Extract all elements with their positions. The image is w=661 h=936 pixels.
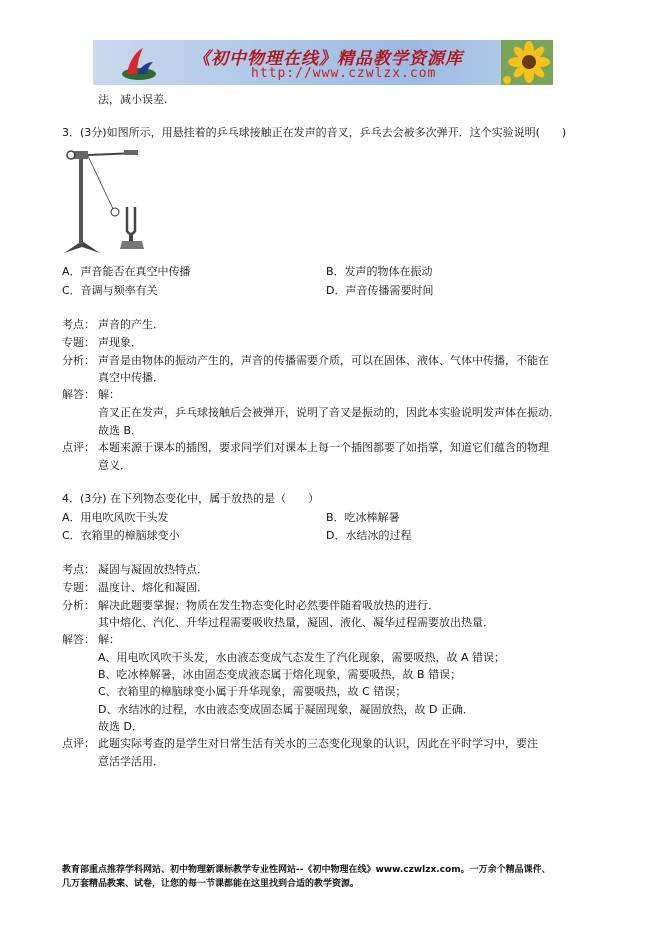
q3-option-b: B．发声的物体在振动 bbox=[326, 265, 433, 278]
q4-fenxi-label: 分析： bbox=[62, 599, 95, 612]
q4-option-a: A．用电吹风吹干头发 bbox=[62, 511, 169, 524]
q4-jieda-line5: 故选 D． bbox=[98, 720, 143, 733]
q3-kaodian: 声音的产生． bbox=[98, 318, 164, 331]
q4-fenxi-line1: 解决此题要掌握：物质在发生物态变化时必然要伴随着吸放热的进行． bbox=[98, 599, 439, 612]
q3-option-a: A．声音能否在真空中传播 bbox=[62, 265, 191, 278]
q4-jieda-label: 解答： bbox=[62, 633, 95, 646]
q4-jieda-line1: A、用电吹风吹干头发，水由液态变成气态发生了汽化现象，需要吸热，故 A 错误； bbox=[98, 651, 506, 664]
q3-jieda-line1: 音叉正在发声，乒乓球接触后会被弹开，说明了音叉是振动的，因此本实验说明发声体在振动． bbox=[98, 406, 560, 419]
q3-dianping-label: 点评： bbox=[62, 441, 95, 454]
q3-fenxi-line2: 真空中传播． bbox=[98, 371, 164, 384]
q4-kaodian: 凝固与凝固放热特点． bbox=[98, 563, 208, 576]
q3-dianping-line1: 本题来源于课本的插图，要求同学们对课本上每一个插图都要了如指掌，知道它们蕴含的物理 bbox=[98, 441, 549, 454]
q4-jieda-intro: 解： bbox=[98, 633, 120, 646]
tuning-fork-pendulum-figure bbox=[60, 143, 160, 261]
footer-line1: 教育部重点推荐学科网站、初中物理新课标教学专业性网站--《初中物理在线》www.czwlzx.com。一万余个精品课件、 bbox=[62, 865, 551, 875]
q3-fenxi-line1: 声音是由物体的振动产生的，声音的传播需要介质，可以在固体、液体、气体中传播，不能在 bbox=[98, 354, 549, 367]
q4-dianping-line1: 此题实际考查的是学生对日常生活有关水的三态变化现象的认识，因此在平时学习中，要注 bbox=[98, 737, 538, 750]
q4-option-d: D．水结冰的过程 bbox=[326, 529, 412, 542]
q3-dianping-line2: 意义． bbox=[98, 459, 131, 472]
q4-fenxi-line2: 其中熔化、汽化、升华过程需要吸收热量，凝固、液化、凝华过程需要放出热量． bbox=[98, 616, 494, 629]
banner-url[interactable]: http://www.czwlzx.com bbox=[251, 66, 437, 81]
top-fragment: 法，减小误差. bbox=[98, 93, 168, 106]
q4-jieda-line2: B、吃冰棒解暑，冰由固态变成液态属于熔化现象，需要吸热，故 B 错误； bbox=[98, 668, 462, 681]
q3-option-c: C．音调与频率有关 bbox=[62, 284, 158, 297]
q3-kaodian-label: 考点： bbox=[62, 318, 95, 331]
q4-dianping-label: 点评： bbox=[62, 737, 95, 750]
q4-jieda-line4: D、水结冰的过程，水由液态变成固态属于凝固现象，凝固放热，故 D 正确． bbox=[98, 703, 474, 716]
q4-dianping-line2: 意活学活用． bbox=[98, 755, 164, 768]
q4-jieda-line3: C、衣箱里的樟脑球变小属于升华现象，需要吸热，故 C 错误； bbox=[98, 685, 407, 698]
q3-jieda-line2: 故选 B． bbox=[98, 424, 143, 437]
q4-kaodian-label: 考点： bbox=[62, 563, 95, 576]
q4-zhuanti-label: 专题： bbox=[62, 581, 95, 594]
banner-title: 《初中物理在线》精品教学资源库 bbox=[193, 49, 463, 69]
q3-jieda-label: 解答： bbox=[62, 388, 95, 401]
q4-option-c: C．衣箱里的樟脑球变小 bbox=[62, 529, 180, 542]
q3-fenxi-label: 分析： bbox=[62, 354, 95, 367]
q3-jieda-intro: 解： bbox=[98, 388, 120, 401]
site-logo-icon bbox=[119, 44, 159, 82]
q4-zhuanti: 温度计、熔化和凝固． bbox=[98, 581, 208, 594]
q3-option-d: D．声音传播需要时间 bbox=[326, 284, 434, 297]
q4-stem: 4．(3分) 在下列物态变化中，属于放热的是（ ） bbox=[62, 492, 320, 505]
q4-option-b: B．吃冰棒解暑 bbox=[326, 511, 400, 524]
q3-zhuanti: 声现象． bbox=[98, 336, 142, 349]
header-banner bbox=[93, 40, 553, 85]
footer-line2: 几万套精品教案、试卷，让您的每一节课都能在这里找到合适的教学资源。 bbox=[62, 879, 360, 889]
sunflower-icon bbox=[501, 40, 553, 85]
q3-zhuanti-label: 专题： bbox=[62, 336, 95, 349]
q3-stem: 3．(3分)如图所示，用悬挂着的乒乓球接触正在发声的音叉，乒乓去会被多次弹开．这个实验说明( ) bbox=[62, 126, 567, 139]
